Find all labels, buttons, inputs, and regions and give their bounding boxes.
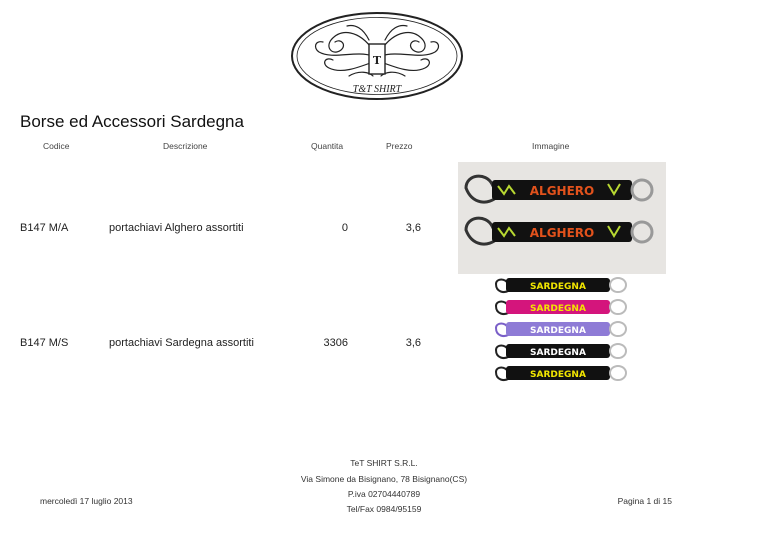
row2-price: 3,6 <box>405 337 421 349</box>
logo-text: T&T SHIRT <box>352 84 402 95</box>
sardegna-keychain-2 <box>496 300 626 314</box>
footer-date: mercoledì 17 luglio 2013 <box>40 496 133 506</box>
footer-vat: P.iva 02704440789 <box>347 489 421 499</box>
header-price: Prezzo <box>386 141 413 151</box>
company-logo <box>289 10 465 102</box>
header-image: Immagine <box>532 141 570 151</box>
page-title: Borse ed Accessori Sardegna <box>20 112 244 131</box>
sardegna-strap-text-3: SARDEGNA <box>530 326 586 336</box>
footer-phone: Tel/Fax 0984/95159 <box>346 504 422 514</box>
row1-quantity: 0 <box>341 222 348 234</box>
row1-code: B147 M/A <box>20 222 69 234</box>
sardegna-keychain-5 <box>496 366 626 380</box>
alghero-keychain-bottom <box>466 218 652 244</box>
sardegna-strap-text-1: SARDEGNA <box>530 282 586 292</box>
sardegna-keychain-3 <box>496 322 626 336</box>
header-code: Codice <box>43 141 70 151</box>
row2-quantity: 3306 <box>323 337 348 349</box>
footer-address: Via Simone da Bisignano, 78 Bisignano(CS) <box>300 474 468 484</box>
alghero-keychain-top <box>466 176 652 202</box>
sardegna-keychain-4 <box>496 344 626 358</box>
footer-pagination: Pagina 1 di 15 <box>617 496 672 506</box>
alghero-strap-text-1: ALGHERO <box>529 184 595 198</box>
row1-price: 3,6 <box>405 222 421 234</box>
row2-code: B147 M/S <box>20 337 69 349</box>
alghero-strap-text-2: ALGHERO <box>529 226 595 240</box>
sardegna-strap-text-4: SARDEGNA <box>530 348 586 358</box>
svg-text:T: T <box>372 54 382 67</box>
alghero-keychain-image <box>458 162 666 274</box>
header-description: Descrizione <box>163 141 208 151</box>
row1-description: portachiavi Alghero assortiti <box>109 222 244 234</box>
sardegna-strap-text-5: SARDEGNA <box>530 370 586 380</box>
row2-description: portachiavi Sardegna assortiti <box>109 337 254 349</box>
sardegna-strap-text-2: SARDEGNA <box>530 304 586 314</box>
header-quantity: Quantita <box>311 141 344 151</box>
sardegna-keychain-1 <box>496 278 626 292</box>
sardegna-keychain-image <box>492 276 630 392</box>
footer-company: TeT SHIRT S.R.L. <box>350 458 418 468</box>
